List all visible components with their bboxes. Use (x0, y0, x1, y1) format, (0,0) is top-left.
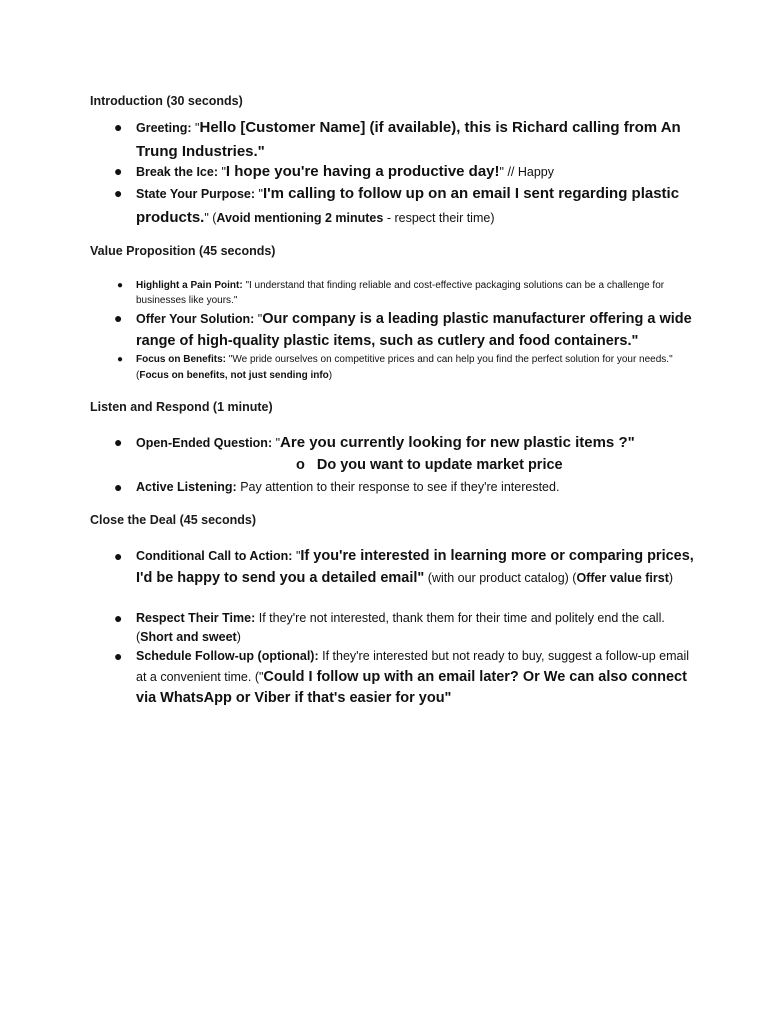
sub-bullet: o (296, 457, 305, 473)
bullet: ● (114, 479, 123, 495)
item-label: Schedule Follow-up (optional): (136, 649, 319, 663)
list-item-call-to-action (114, 545, 696, 589)
list-item-state-purpose (114, 182, 696, 230)
list-item-focus-benefits (117, 352, 696, 384)
bullet: ● (114, 648, 123, 664)
list-item-respect-time (114, 609, 696, 647)
item-note-bold: Avoid mentioning 2 minutes (216, 211, 384, 225)
item-text: "We pride ourselves on competitive prices and can help you find the perfect solution for your needs." ( (136, 354, 673, 381)
item-label: Highlight a Pain Point: (136, 280, 243, 291)
quote-mark: " (254, 312, 263, 326)
quote-mark: " (255, 187, 263, 201)
list-item-schedule-followup (114, 646, 696, 709)
item-quote-bold: Could I follow up with an email later? Or We can also connect via WhatsApp or Viber if that's easier for you" (136, 669, 687, 706)
list-item-open-question (114, 431, 696, 455)
quote-mark: " (272, 436, 281, 450)
bullet: ● (114, 310, 123, 326)
item-tail: " ( (204, 211, 217, 225)
item-text: "I understand that finding reliable and cost-effective packaging solutions can be a challenge for businesses like yours." (136, 280, 665, 306)
item-label: Offer Your Solution: (136, 312, 255, 326)
item-note-close: ) (328, 370, 333, 381)
item-text: If they're interested but not ready to buy, suggest a follow-up email at a convenient time. (" (136, 649, 690, 684)
section-heading-listen-respond: Listen and Respond (1 minute) (90, 400, 273, 414)
quote-mark: " (217, 165, 226, 179)
item-text: Pay attention to their response to see if they're interested. (236, 480, 560, 494)
item-note: - respect their time) (383, 211, 495, 225)
item-label: Focus on Benefits: (136, 354, 227, 365)
item-note-close: ) (236, 630, 241, 644)
bullet: ● (114, 185, 123, 201)
section-heading-introduction: Introduction (30 seconds) (90, 94, 243, 108)
item-label: Open-Ended Question: (136, 436, 273, 450)
bullet: ● (114, 434, 123, 450)
item-label: State Your Purpose: (136, 187, 256, 201)
bullet: ● (114, 163, 123, 179)
list-item-pain-point (117, 278, 696, 308)
item-label: Active Listening: (136, 480, 237, 494)
bullet: ● (117, 354, 124, 365)
bullet: ● (114, 548, 123, 564)
item-text: I hope you're having a productive day! (225, 163, 500, 180)
item-note-bold: Focus on benefits, not just sending info (139, 370, 329, 381)
item-label: Break the Ice: (136, 165, 218, 179)
item-note-close: ) (668, 571, 674, 585)
item-text: Hello [Customer Name] (if available), this is Richard calling from An Trung Industries." (136, 119, 681, 160)
list-item-break-the-ice (114, 160, 696, 184)
item-text: If they're not interested, thank them for their time and politely end the call. ( (136, 611, 665, 644)
item-label: Conditional Call to Action: (136, 549, 293, 563)
item-text: Are you currently looking for new plastic items ?" (280, 434, 635, 451)
item-label: Respect Their Time: (136, 611, 256, 625)
bullet: ● (114, 610, 123, 626)
quote-mark: " (292, 549, 301, 563)
quote-mark: " (191, 121, 200, 135)
section-heading-close-deal: Close the Deal (45 seconds) (90, 513, 257, 527)
section-heading-value-proposition: Value Proposition (45 seconds) (90, 244, 276, 258)
item-note-bold: Offer value first (576, 571, 669, 585)
item-tail: " // Happy (499, 165, 554, 179)
sub-list-item-market-price (296, 455, 563, 475)
item-text: Do you want to update market price (316, 457, 563, 473)
item-text: Our company is a leading plastic manufacturer offering a wide range of high-quality plastic items, such as cutlery and food containers." (136, 311, 692, 349)
item-tail: (with our product catalog) ( (424, 571, 577, 585)
bullet: ● (117, 280, 124, 291)
item-note-bold: Short and sweet (140, 630, 237, 644)
list-item-offer-solution (114, 308, 696, 352)
item-text: I'm calling to follow up on an email I sent regarding plastic products. (136, 185, 680, 226)
bullet: ● (114, 119, 123, 135)
item-text: If you're interested in learning more or comparing prices, I'd be happy to send you a detailed email" (136, 548, 694, 586)
list-item-active-listening (114, 478, 696, 496)
list-item-greeting (114, 116, 696, 163)
item-label: Greeting: (136, 121, 192, 135)
